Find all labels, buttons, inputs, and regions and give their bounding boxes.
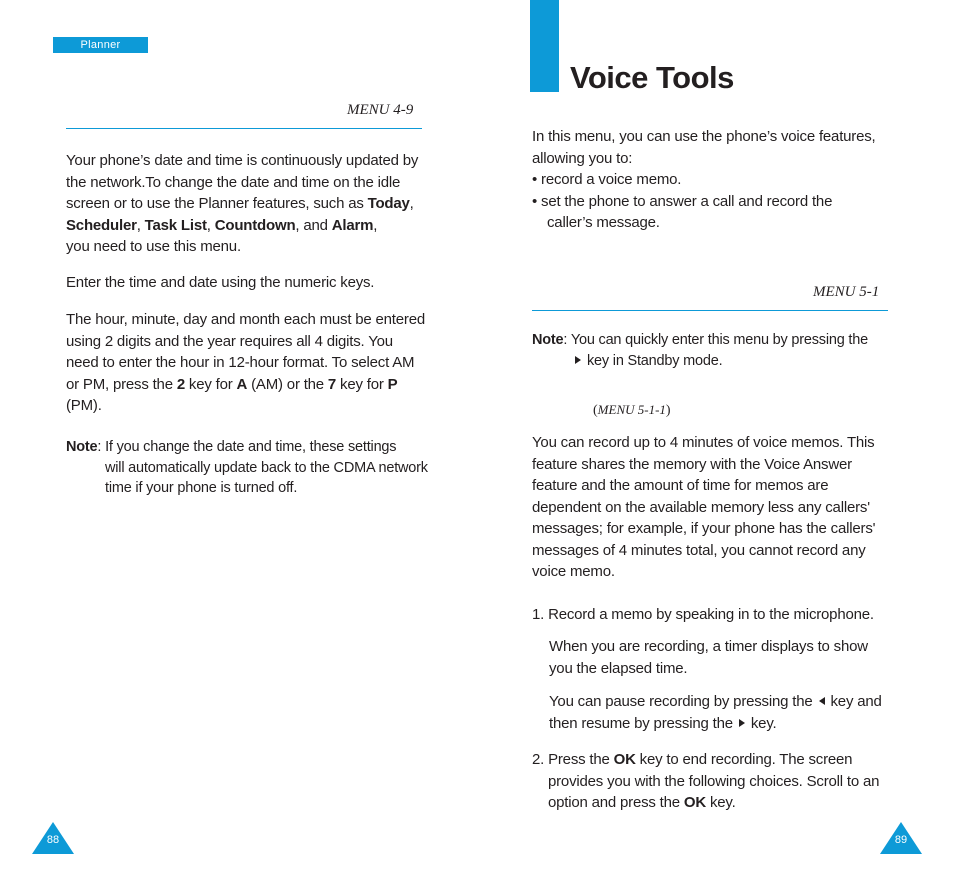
title-accent-bar	[530, 0, 559, 92]
format-paragraph: The hour, minute, day and month each must be entered using 2 digits and the year requires all 4 digits. You need to enter the hour in 12-hour format. To select AM or PM, press the 2 key for A (AM) or the 7 key for P (PM).	[66, 311, 425, 414]
section-tab: Planner	[53, 37, 148, 53]
page-number: 88	[46, 834, 60, 846]
page-number: 89	[894, 834, 908, 846]
page-title: Voice Tools	[570, 60, 734, 95]
note-label: Note	[532, 332, 564, 348]
bullet-item: • set the phone to answer a call and record the	[532, 192, 833, 210]
intro-paragraph: In this menu, you can use the phone’s voice features, allowing you to: • record a voice memo. • set the phone to answer a call and record the caller’s message.	[532, 126, 892, 234]
bullet-continuation: caller’s message.	[547, 214, 660, 231]
page-number-marker	[32, 822, 74, 854]
submenu-reference: (MENU 5-1-1)	[593, 402, 671, 418]
divider	[532, 310, 888, 311]
menu-reference: MENU 5-1	[813, 284, 880, 300]
menu-reference: MENU 4-9	[347, 102, 414, 118]
right-arrow-key-icon	[575, 356, 581, 364]
memo-paragraph: You can record up to 4 minutes of voice memos. This feature shares the memory with the Voice Answer feature and the amount of time for memos are dependent on the available memory less any callers' messages; for example, if your phone has the callers' messages of 4 minutes total, you cannot record any voice memo.	[532, 434, 876, 580]
bullet-item: • record a voice memo.	[532, 171, 682, 188]
note-label: Note	[66, 439, 98, 455]
left-arrow-key-icon	[819, 697, 825, 705]
step-1-detail: When you are recording, a timer displays to show you the elapsed time.	[549, 638, 868, 677]
instruction-paragraph: Enter the time and date using the numeric keys.	[66, 274, 375, 291]
divider	[66, 128, 422, 129]
note-block: Note: If you change the date and time, these settings will automatically update back to the CDMA network time if your phone is turned off.	[66, 439, 428, 496]
note-block: Note: You can quickly enter this menu by pressing the key in Standby mode.	[532, 332, 868, 369]
page-number-marker	[880, 822, 922, 854]
step-1-pause: You can pause recording by pressing the key and then resume by pressing the key.	[549, 693, 882, 732]
step-2: 2. Press the OK key to end recording. The screen provides you with the following choices. Scroll to an option and press the OK key.	[532, 751, 880, 811]
intro-paragraph: Your phone’s date and time is continuously updated by the network.To change the date and time on the idle screen or to use the Planner features, such as Today, Scheduler, Task List, Countdown, and Alarm, you need to use this menu.	[66, 152, 419, 255]
step-1: 1. Record a memo by speaking in to the microphone.	[532, 606, 874, 623]
right-arrow-key-icon	[739, 719, 745, 727]
